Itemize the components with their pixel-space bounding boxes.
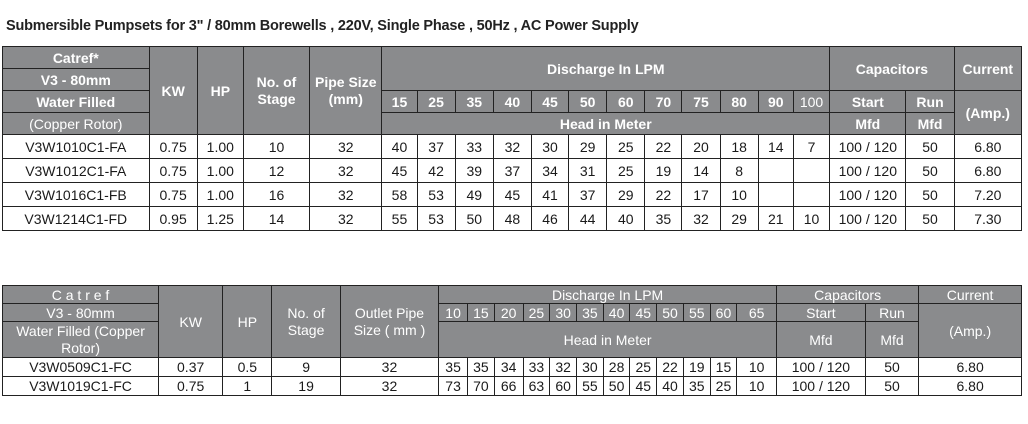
head-cell	[793, 183, 829, 207]
lpm-header: 10	[439, 304, 468, 322]
head-cell: 14	[682, 159, 720, 183]
lpm-header: 70	[645, 91, 682, 113]
head-cell: 29	[569, 135, 607, 159]
kw-cell: 0.75	[159, 377, 223, 396]
start-cell: 100 / 120	[830, 207, 906, 231]
head-cell: 40	[607, 207, 645, 231]
pipe-cell: 32	[310, 183, 382, 207]
head-cell: 73	[439, 377, 468, 396]
filled-header: Water Filled (Copper Rotor)	[3, 322, 159, 358]
amp-cell: 6.80	[954, 159, 1021, 183]
lpm-header: 75	[682, 91, 720, 113]
head-cell	[758, 183, 793, 207]
run-cell: 50	[906, 207, 954, 231]
run-cell: 50	[865, 377, 918, 396]
catref-cell: V3W1019C1-FC	[3, 377, 159, 396]
head-cell: 40	[382, 135, 417, 159]
lpm-header: 90	[758, 91, 793, 113]
lpm-header: 25	[417, 91, 455, 113]
stage-cell: 9	[272, 358, 340, 377]
head-cell: 10	[720, 183, 758, 207]
table-row	[3, 183, 1022, 207]
hp-cell: 0.5	[223, 358, 272, 377]
stage-cell: 16	[243, 183, 309, 207]
mfd-header: Mfd	[906, 113, 954, 135]
pipe-size-header: Pipe Size (mm)	[310, 47, 382, 135]
kw-cell: 0.37	[159, 358, 223, 377]
stage-cell: 10	[243, 135, 309, 159]
model-header: V3 - 80mm	[3, 304, 159, 322]
head-cell: 19	[683, 358, 710, 377]
head-cell: 7	[793, 135, 829, 159]
head-cell: 49	[455, 183, 493, 207]
stage-cell: 12	[243, 159, 309, 183]
head-cell: 19	[645, 159, 682, 183]
head-cell: 48	[493, 207, 531, 231]
stage-cell: 14	[243, 207, 309, 231]
hp-cell: 1.25	[197, 207, 243, 231]
head-cell: 33	[523, 358, 550, 377]
lpm-header: 100	[793, 91, 829, 113]
kw-cell: 0.75	[149, 135, 197, 159]
lpm-header: 50	[657, 304, 684, 322]
lpm-header: 35	[577, 304, 604, 322]
head-cell: 20	[682, 135, 720, 159]
lpm-header: 60	[710, 304, 737, 322]
kw-header: KW	[159, 286, 223, 358]
head-cell: 70	[468, 377, 495, 396]
amp-header: (Amp.)	[919, 304, 1022, 358]
lpm-header: 20	[494, 304, 523, 322]
head-cell: 22	[645, 183, 682, 207]
head-cell: 17	[682, 183, 720, 207]
head-cell: 15	[710, 358, 737, 377]
head-cell: 10	[793, 207, 829, 231]
lpm-header: 15	[382, 91, 417, 113]
head-cell: 18	[720, 135, 758, 159]
pipe-cell: 32	[340, 358, 438, 377]
pipe-cell: 32	[310, 135, 382, 159]
head-header: Head in Meter	[439, 322, 777, 358]
lpm-header: 25	[523, 304, 550, 322]
pipe-cell: 32	[310, 159, 382, 183]
table-row	[3, 159, 1022, 183]
amp-header: (Amp.)	[954, 91, 1021, 135]
head-header: Head in Meter	[382, 113, 830, 135]
catref-cell: V3W0509C1-FC	[3, 358, 159, 377]
current-header: Current	[919, 286, 1022, 304]
head-cell: 25	[607, 159, 645, 183]
hp-cell: 1.00	[197, 159, 243, 183]
head-cell: 45	[382, 159, 417, 183]
run-cell: 50	[906, 135, 954, 159]
head-cell: 29	[607, 183, 645, 207]
head-cell: 14	[758, 135, 793, 159]
head-cell: 39	[455, 159, 493, 183]
pumpset-table-1	[2, 46, 1022, 231]
head-cell: 34	[494, 358, 523, 377]
lpm-header: 65	[737, 304, 777, 322]
head-cell: 37	[493, 159, 531, 183]
head-cell: 41	[531, 183, 568, 207]
start-cell: 100 / 120	[777, 377, 866, 396]
head-cell: 8	[720, 159, 758, 183]
hp-header: HP	[223, 286, 272, 358]
amp-cell: 6.80	[919, 358, 1022, 377]
head-cell: 25	[710, 377, 737, 396]
run-header: Run	[906, 91, 954, 113]
start-cell: 100 / 120	[830, 159, 906, 183]
mfd-header: Mfd	[865, 322, 918, 358]
run-cell: 50	[865, 358, 918, 377]
discharge-header: Discharge In LPM	[439, 286, 777, 304]
head-cell: 58	[382, 183, 417, 207]
head-cell: 32	[550, 358, 577, 377]
head-cell: 63	[523, 377, 550, 396]
head-cell: 55	[577, 377, 604, 396]
stage-cell: 19	[272, 377, 340, 396]
amp-cell: 6.80	[954, 135, 1021, 159]
head-cell: 53	[417, 183, 455, 207]
catref-header: Catref*	[3, 47, 150, 69]
head-cell: 25	[607, 135, 645, 159]
mfd-header: Mfd	[777, 322, 866, 358]
kw-cell: 0.75	[149, 159, 197, 183]
start-cell: 100 / 120	[830, 135, 906, 159]
lpm-header: 40	[493, 91, 531, 113]
hp-cell: 1	[223, 377, 272, 396]
head-cell: 50	[455, 207, 493, 231]
mfd-header: Mfd	[830, 113, 906, 135]
capacitors-header: Capacitors	[830, 47, 954, 91]
capacitors-header: Capacitors	[777, 286, 919, 304]
kw-header: KW	[149, 47, 197, 135]
table-row	[3, 358, 1022, 377]
head-cell: 21	[758, 207, 793, 231]
head-cell: 28	[603, 358, 630, 377]
head-cell: 35	[683, 377, 710, 396]
catref-cell: V3W1012C1-FA	[3, 159, 150, 183]
head-cell: 50	[603, 377, 630, 396]
head-cell: 37	[417, 135, 455, 159]
table-row	[3, 377, 1022, 396]
head-cell: 32	[493, 135, 531, 159]
head-cell: 33	[455, 135, 493, 159]
stage-header: No. of Stage	[272, 286, 340, 358]
amp-cell: 7.20	[954, 183, 1021, 207]
hp-cell: 1.00	[197, 135, 243, 159]
pumpset-table-2	[2, 285, 1022, 396]
kw-cell: 0.75	[149, 183, 197, 207]
head-cell: 42	[417, 159, 455, 183]
head-cell: 55	[382, 207, 417, 231]
head-cell: 30	[531, 135, 568, 159]
catref-cell: V3W1016C1-FB	[3, 183, 150, 207]
current-header: Current	[954, 47, 1021, 91]
lpm-header: 50	[569, 91, 607, 113]
head-cell: 35	[645, 207, 682, 231]
lpm-header: 15	[468, 304, 495, 322]
lpm-header: 30	[550, 304, 577, 322]
page-title: Submersible Pumpsets for 3" / 80mm Borewells , 220V, Single Phase , 50Hz , AC Power Supply	[6, 18, 639, 34]
head-cell: 32	[682, 207, 720, 231]
head-cell: 25	[630, 358, 657, 377]
lpm-header: 35	[455, 91, 493, 113]
start-cell: 100 / 120	[830, 183, 906, 207]
head-cell	[758, 159, 793, 183]
head-cell: 10	[737, 358, 777, 377]
kw-cell: 0.95	[149, 207, 197, 231]
head-cell: 45	[493, 183, 531, 207]
lpm-header: 60	[607, 91, 645, 113]
hp-header: HP	[197, 47, 243, 135]
catref-cell: V3W1214C1-FD	[3, 207, 150, 231]
start-header: Start	[777, 304, 866, 322]
head-cell	[793, 159, 829, 183]
amp-cell: 7.30	[954, 207, 1021, 231]
table-row	[3, 135, 1022, 159]
head-cell: 45	[630, 377, 657, 396]
run-cell: 50	[906, 183, 954, 207]
head-cell: 44	[569, 207, 607, 231]
start-cell: 100 / 120	[777, 358, 866, 377]
pipe-cell: 32	[310, 207, 382, 231]
table-row	[3, 207, 1022, 231]
pipe-size-header: Outlet Pipe Size ( mm )	[340, 286, 438, 358]
head-cell: 22	[657, 358, 684, 377]
start-header: Start	[830, 91, 906, 113]
catref-header: C a t r e f	[3, 286, 159, 304]
head-cell: 66	[494, 377, 523, 396]
head-cell: 40	[657, 377, 684, 396]
filled-header: Water Filled	[3, 91, 150, 113]
pipe-cell: 32	[340, 377, 438, 396]
discharge-header: Discharge In LPM	[382, 47, 830, 91]
head-cell: 31	[569, 159, 607, 183]
head-cell: 30	[577, 358, 604, 377]
run-cell: 50	[906, 159, 954, 183]
head-cell: 53	[417, 207, 455, 231]
hp-cell: 1.00	[197, 183, 243, 207]
head-cell: 35	[468, 358, 495, 377]
head-cell: 29	[720, 207, 758, 231]
head-cell: 46	[531, 207, 568, 231]
rotor-header: (Copper Rotor)	[3, 113, 150, 135]
catref-cell: V3W1010C1-FA	[3, 135, 150, 159]
lpm-header: 45	[531, 91, 568, 113]
model-header: V3 - 80mm	[3, 69, 150, 91]
head-cell: 34	[531, 159, 568, 183]
lpm-header: 55	[683, 304, 710, 322]
head-cell: 22	[645, 135, 682, 159]
stage-header: No. of Stage	[243, 47, 309, 135]
lpm-header: 45	[630, 304, 657, 322]
lpm-header: 40	[603, 304, 630, 322]
run-header: Run	[865, 304, 918, 322]
lpm-header: 80	[720, 91, 758, 113]
amp-cell: 6.80	[919, 377, 1022, 396]
head-cell: 37	[569, 183, 607, 207]
head-cell: 35	[439, 358, 468, 377]
head-cell: 60	[550, 377, 577, 396]
head-cell: 10	[737, 377, 777, 396]
